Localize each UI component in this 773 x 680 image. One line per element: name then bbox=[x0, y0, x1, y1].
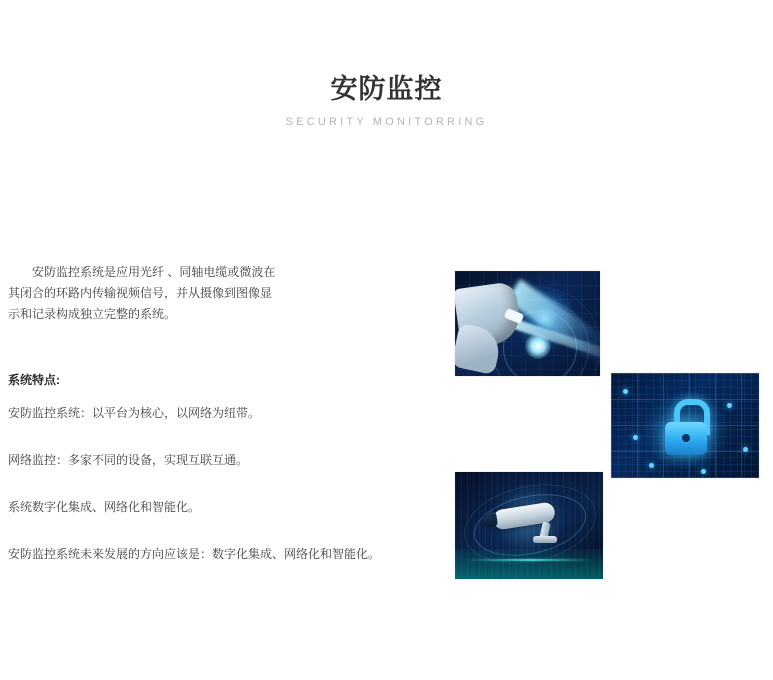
page-header bbox=[0, 72, 773, 129]
circuit-board-lock-photo bbox=[611, 373, 759, 478]
intro-paragraph: 安防监控系统是应用光纤 、同轴电缆或微波在其闭合的环路内传输视频信号，并从摄像到图像显示和记录构成独立完整的系统。 bbox=[8, 265, 276, 321]
feature-item: 安防监控系统：以平台为核心，以网络为纽带。 bbox=[8, 406, 261, 420]
page-subtitle: SECURITY MONITORRING bbox=[285, 116, 488, 128]
feature-item: 安防监控系统未来发展的方向应该是：数字化集成、网络化和智能化。 bbox=[8, 547, 381, 561]
page-title: 安防监控 bbox=[330, 74, 443, 104]
cctv-camera-photo bbox=[455, 472, 603, 579]
robot-arm-light-beam-photo bbox=[455, 271, 600, 376]
lock-icon bbox=[665, 399, 707, 455]
feature-item: 系统数字化集成、网络化和智能化。 bbox=[8, 500, 201, 514]
content-text-column bbox=[8, 262, 381, 561]
features-heading: 系统特点: bbox=[8, 373, 60, 387]
feature-item: 网络监控：多家不同的设备，实现互联互通。 bbox=[8, 453, 249, 467]
